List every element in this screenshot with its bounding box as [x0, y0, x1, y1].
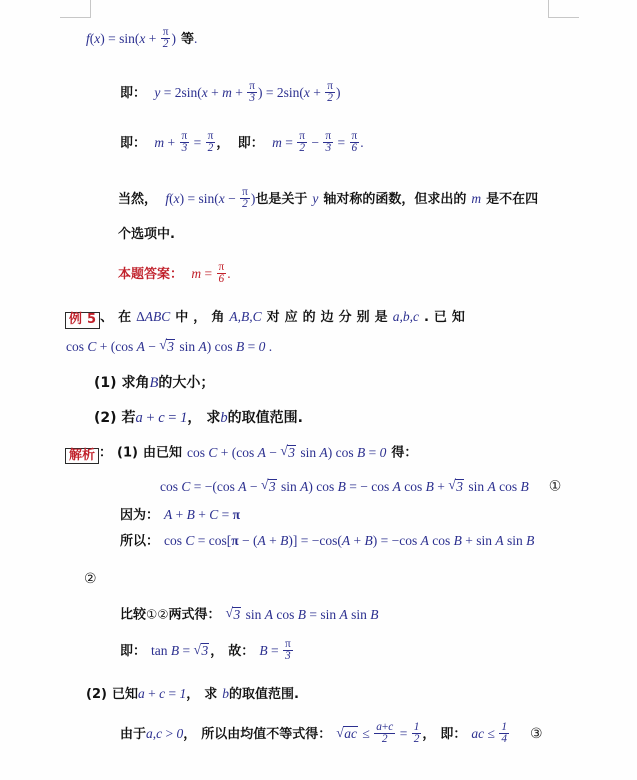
line-because: 因为： A + B + C = π: [120, 507, 241, 523]
compare-tag-2: ②: [157, 606, 169, 622]
equation-tag-2-line: [84, 572, 97, 587]
line-fx: f(x) = sin(x + $\frac{\pi}{2}$ ) 等.: [86, 25, 198, 50]
line-compare: 比较①②两式得： √ 3 sin A cos B = sin A sin B: [120, 606, 379, 623]
solution-header: 解析 ： (1) 由已知 cos C + (cos A − √ 3 sin A) cos B = 0 得：: [65, 444, 417, 464]
part-2-statement: (2) 已知a + c = 1， 求 b的取值范围.: [86, 686, 299, 702]
equation-1: cos C = −(cos A − √ 3 sin A) cos B = − cos A cos B + √ 3 sin A cos B ①: [160, 478, 561, 495]
crop-mark-top-right: [548, 0, 579, 18]
line-answer: 本题答案： m = $\frac{\pi}{6}$ .: [118, 260, 231, 285]
line-amgm: 由于a,c > 0， 所以由均值不等式得： √ ac ≤ $\frac{a+c}{2}$ = $\frac{1}{2}$ ， 即： ac ≤ $\frac{1}{4}$ ③: [120, 723, 543, 747]
equation-tag-1: ①: [548, 478, 562, 495]
compare-tag-1: ①: [146, 606, 158, 622]
crop-mark-top-left: [60, 0, 91, 18]
line-tan-b: 即： tan B = √ 3 ， 故： B = $\frac{\pi}{3}$: [120, 640, 294, 664]
example-label-box: [65, 312, 100, 329]
line-therefore: 所以： cos C = cos[π − (A + B)] = −cos(A + B) = −cos A cos B + sin A sin B: [120, 533, 535, 549]
line-ji-2: 即： m + $\frac{\pi}{3}$ = $\frac{\pi}{2}$ ， 即： m = $\frac{\pi}{2}$ − $\frac{\pi}{3}$ = $\frac{\pi}{6}$ .: [120, 129, 364, 154]
example-label-num: 5: [87, 312, 97, 327]
line-remark: 当然， f(x) = sin(x − $\frac{\pi}{2}$ )也是关于 y 轴对称的函数，但求出的 m 是不在四: [118, 185, 539, 210]
equation-tag-2: ②: [84, 571, 97, 587]
question-2: (2) 若a + c = 1， 求b的取值范围.: [94, 410, 303, 426]
line-remark-cont: 个选项中.: [118, 227, 175, 242]
solution-label-box: [65, 448, 99, 465]
example-5-equation: cos C + (cos A − √ 3 sin A) cos B = 0 .: [66, 338, 272, 354]
equation-tag-3: ③: [529, 725, 543, 742]
example-5-header: 例 5 、 在 ΔABC 中 ， 角 A,B,C 对 应 的 边 分 别 是 a,b,c . 已 知: [65, 310, 465, 329]
question-1: (1) 求角B的大小；: [94, 375, 215, 391]
example-label-cn: 例: [69, 312, 83, 327]
line-ji-1: 即： y = 2sin(x + m + $\frac{\pi}{3}$ ) = 2sin(x + $\frac{\pi}{2}$ ): [120, 79, 341, 104]
solution-label-text: 解析: [69, 447, 96, 463]
